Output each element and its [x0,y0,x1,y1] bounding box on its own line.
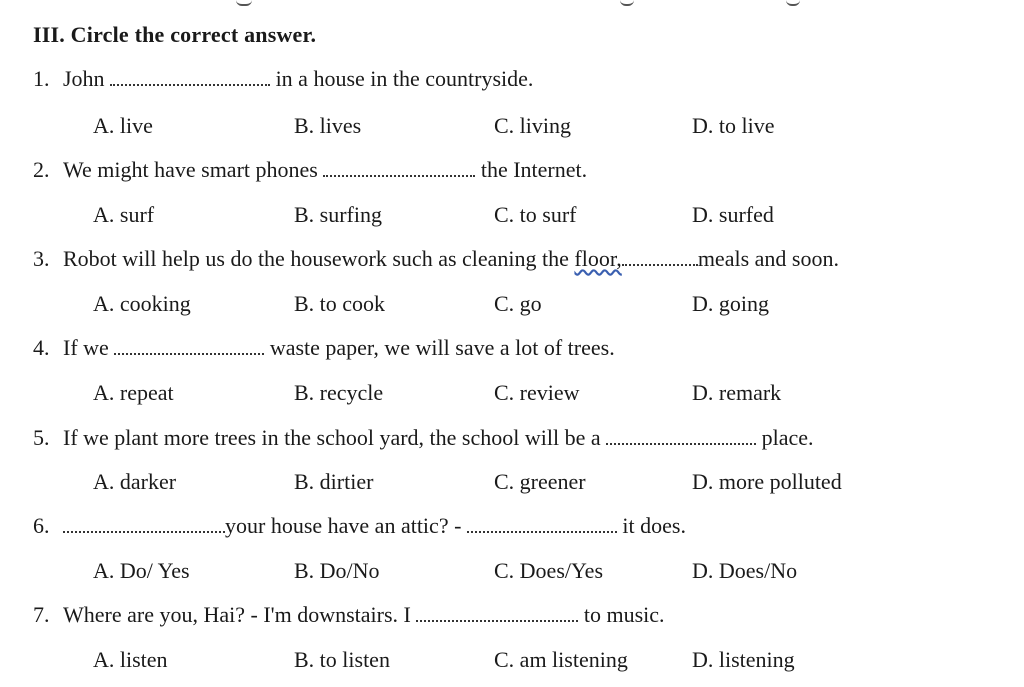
answer-blank [606,427,756,445]
question-text-after: waste paper, we will save a lot of trees. [269,335,615,360]
question-number: 1. [33,66,50,91]
cropped-previous-line [0,0,1024,6]
options-row-5 [0,468,1024,496]
options-row-6 [0,557,1024,585]
option-a[interactable]: A. darker [93,469,177,494]
option-a[interactable]: A. cooking [93,291,191,316]
option-b[interactable]: B. lives [294,113,362,138]
options-row-7 [0,646,1024,674]
question-number: 3. [33,246,50,271]
option-d[interactable]: D. to live [692,113,775,138]
answer-blank [416,604,578,622]
question-3 [33,245,839,273]
question-text-after: the Internet. [480,157,588,182]
underlined-word: floor, [574,246,622,271]
question-text-before: If we [63,335,109,360]
options-row-4 [0,379,1024,407]
question-number: 2. [33,157,50,182]
option-d[interactable]: D. surfed [692,202,774,227]
option-a[interactable]: A. surf [93,202,155,227]
option-b[interactable]: B. dirtier [294,469,374,494]
option-b[interactable]: B. Do/No [294,558,380,583]
question-number: 6. [33,513,50,538]
option-c[interactable]: C. living [494,113,572,138]
question-text-before: We might have smart phones [63,157,318,182]
option-c[interactable]: C. go [494,291,542,316]
answer-blank-1 [63,515,225,533]
question-text-after: to music. [583,602,665,627]
question-number: 7. [33,602,50,627]
question-text-before: If we plant more trees in the school yard, the school will be a [63,425,601,450]
exercise-heading: III. Circle the correct answer. [33,22,317,47]
question-text-after: meals and soon. [697,246,839,271]
answer-blank [114,337,264,355]
question-text-after: place. [761,425,814,450]
question-7 [33,601,665,629]
question-number: 4. [33,335,50,360]
question-1 [33,65,533,93]
option-d[interactable]: D. more polluted [692,469,842,494]
answer-blank [323,159,475,177]
option-c[interactable]: C. greener [494,469,586,494]
option-c[interactable]: C. am listening [494,647,628,672]
question-text-before: Where are you, Hai? - I'm downstairs. I [63,602,411,627]
option-b[interactable]: B. surfing [294,202,382,227]
question-4 [33,334,615,362]
option-d[interactable]: D. going [692,291,769,316]
question-2 [33,156,587,184]
answer-blank [622,248,698,266]
question-text-before: John [63,66,105,91]
question-text-middle: your house have an attic? - [225,513,462,538]
option-d[interactable]: D. remark [692,380,782,405]
options-row-1 [0,112,1024,140]
option-b[interactable]: B. recycle [294,380,384,405]
option-d[interactable]: D. Does/No [692,558,798,583]
question-6 [33,512,686,540]
option-a[interactable]: A. repeat [93,380,174,405]
question-text-before: Robot will help us do the housework such as cleaning the [63,246,569,271]
option-b[interactable]: B. to listen [294,647,390,672]
option-c[interactable]: C. to surf [494,202,577,227]
option-a[interactable]: A. Do/ Yes [93,558,190,583]
option-b[interactable]: B. to cook [294,291,386,316]
question-text-after: in a house in the countryside. [275,66,534,91]
answer-blank [110,68,270,86]
option-a[interactable]: A. live [93,113,153,138]
options-row-3 [0,290,1024,318]
answer-blank-2 [467,515,617,533]
option-c[interactable]: C. review [494,380,580,405]
question-number: 5. [33,425,50,450]
question-5 [33,424,814,452]
option-a[interactable]: A. listen [93,647,168,672]
question-text-after: it does. [622,513,686,538]
option-d[interactable]: D. listening [692,647,795,672]
options-row-2 [0,201,1024,229]
option-c[interactable]: C. Does/Yes [494,558,604,583]
